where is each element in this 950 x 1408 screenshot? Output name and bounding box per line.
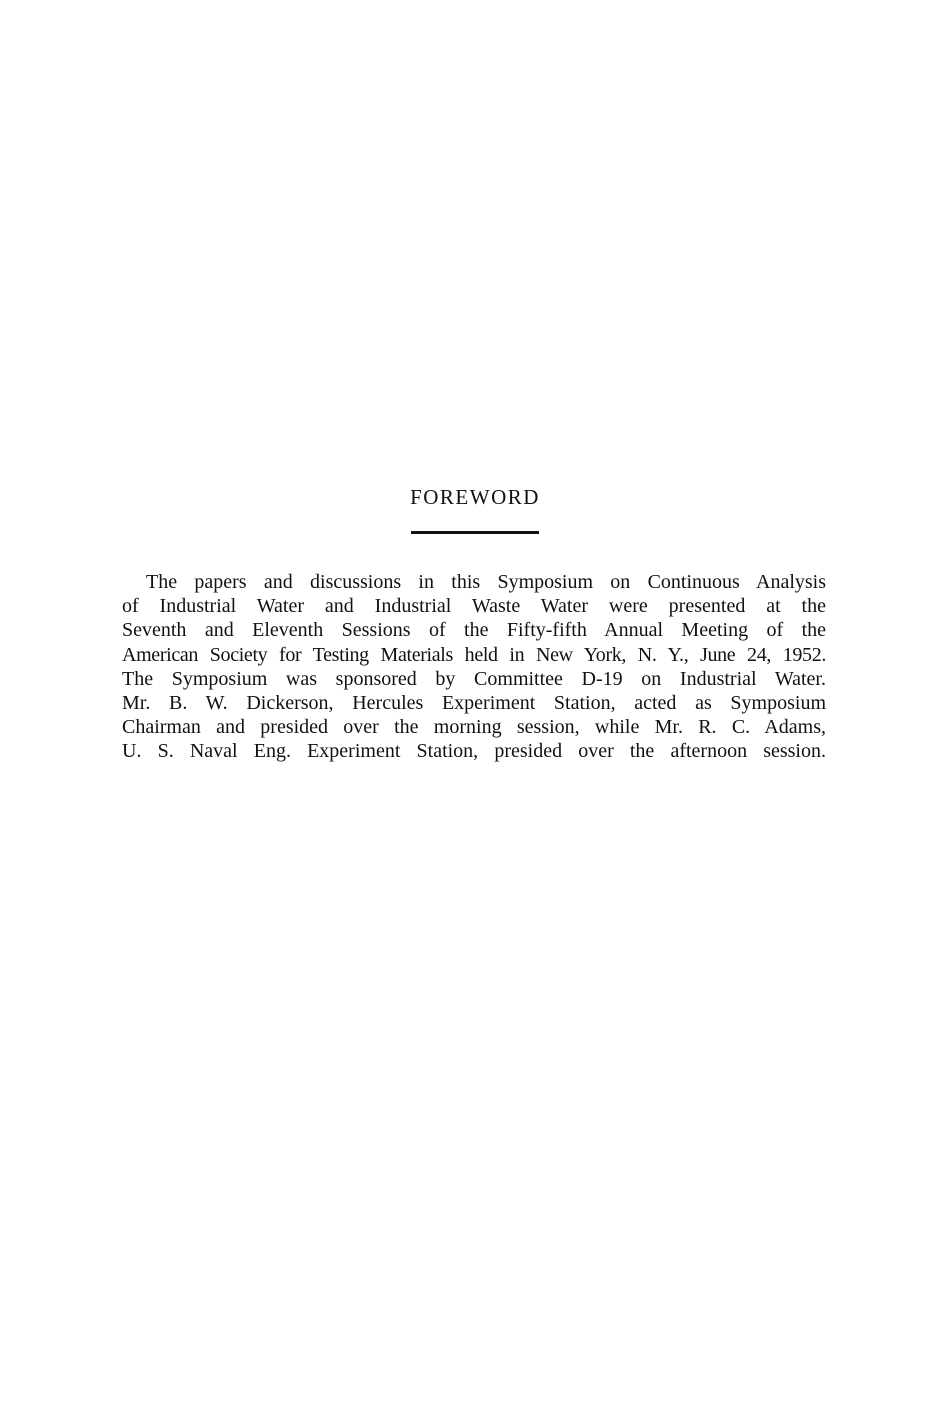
paragraph-line: American Society for Testing Materials held in New York, N. Y., June 24, 1952.	[122, 643, 826, 666]
page-title: FOREWORD	[410, 485, 540, 509]
foreword-paragraph	[122, 570, 826, 764]
paragraph-line: Chairman and presided over the morning session, while Mr. R. C. Adams,	[122, 716, 826, 739]
paragraph-line: The papers and discussions in this Symposium on Continuous Analysis	[146, 571, 826, 593]
paragraph-line: Seventh and Eleventh Sessions of the Fifty-fifth Annual Meeting of the	[122, 619, 826, 642]
paragraph-line: The Symposium was sponsored by Committee D-19 on Industrial Water.	[122, 667, 826, 690]
paragraph-line: U. S. Naval Eng. Experiment Station, presided over the afternoon session.	[122, 740, 826, 763]
paragraph-line: Mr. B. W. Dickerson, Hercules Experiment Station, acted as Symposium	[122, 692, 826, 715]
paragraph-line: of Industrial Water and Industrial Waste Water were presented at the	[122, 595, 826, 618]
title-rule	[411, 531, 539, 534]
